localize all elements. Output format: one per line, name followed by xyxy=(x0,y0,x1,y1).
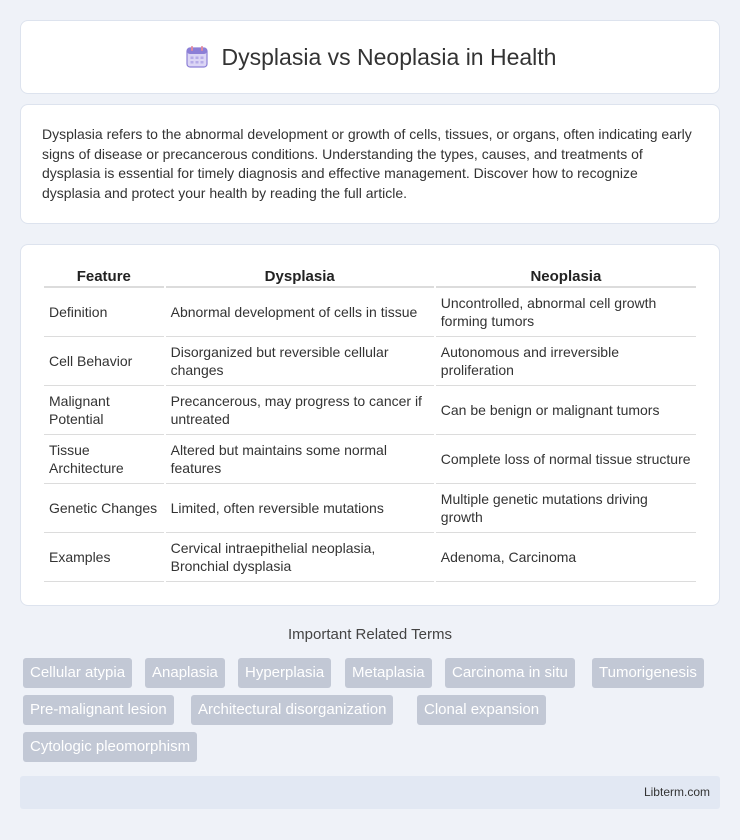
table-cell: Altered but maintains some normal features xyxy=(166,435,434,484)
intro-text: Dysplasia refers to the abnormal development or growth of cells, tissues, or organs, often indicating early signs of disease or precancerous conditions. Understanding the types, causes, and treatments of dysplasia is essential for timely diagnosis and effective management. Discover how to recognize dysplasia and protect your health by reading the full article. xyxy=(42,126,692,201)
related-term-tag[interactable]: Architectural disorganization xyxy=(191,695,393,725)
table-header-row xyxy=(44,261,696,288)
table-cell: Abnormal development of cells in tissue xyxy=(166,288,434,337)
table-cell: Uncontrolled, abnormal cell growth forming tumors xyxy=(436,288,696,337)
related-term-tag[interactable]: Anaplasia xyxy=(145,658,225,688)
related-term-tag[interactable]: Cytologic pleomorphism xyxy=(23,732,197,762)
table-cell: Autonomous and irreversible proliferation xyxy=(436,337,696,386)
header-card xyxy=(20,20,720,94)
column-header: Neoplasia xyxy=(436,261,696,288)
table-cell: Complete loss of normal tissue structure xyxy=(436,435,696,484)
intro-card xyxy=(20,104,720,224)
table-cell: Genetic Changes xyxy=(44,484,164,533)
column-header: Dysplasia xyxy=(166,261,434,288)
related-term-tag[interactable]: Cellular atypia xyxy=(23,658,132,688)
related-terms-title: Important Related Terms xyxy=(288,626,452,643)
table-row xyxy=(44,533,696,582)
related-term-tag[interactable]: Tumorigenesis xyxy=(592,658,704,688)
comparison-table xyxy=(42,261,698,582)
comparison-card xyxy=(20,244,720,606)
calendar-icon xyxy=(184,44,210,70)
table-cell: Limited, often reversible mutations xyxy=(166,484,434,533)
related-term-tag[interactable]: Clonal expansion xyxy=(417,695,546,725)
table-row xyxy=(44,435,696,484)
table-cell: Disorganized but reversible cellular changes xyxy=(166,337,434,386)
table-cell: Definition xyxy=(44,288,164,337)
table-cell: Tissue Architecture xyxy=(44,435,164,484)
table-cell: Cervical intraepithelial neoplasia, Bronchial dysplasia xyxy=(166,533,434,582)
table-cell: Cell Behavior xyxy=(44,337,164,386)
table-cell: Multiple genetic mutations driving growth xyxy=(436,484,696,533)
table-cell: Can be benign or malignant tumors xyxy=(436,386,696,435)
related-term-tag[interactable]: Carcinoma in situ xyxy=(445,658,575,688)
table-cell: Examples xyxy=(44,533,164,582)
table-row xyxy=(44,337,696,386)
column-header: Feature xyxy=(44,261,164,288)
table-cell: Malignant Potential xyxy=(44,386,164,435)
related-term-tag[interactable]: Metaplasia xyxy=(345,658,432,688)
footer xyxy=(20,776,720,809)
table-row xyxy=(44,484,696,533)
related-term-tag[interactable]: Hyperplasia xyxy=(238,658,331,688)
page-title: Dysplasia vs Neoplasia in Health xyxy=(221,43,557,70)
table-row xyxy=(44,288,696,337)
footer-site-link[interactable]: Libterm.com xyxy=(643,785,710,799)
table-row xyxy=(44,386,696,435)
table-cell: Adenoma, Carcinoma xyxy=(436,533,696,582)
related-term-tag[interactable]: Pre-malignant lesion xyxy=(23,695,174,725)
table-cell: Precancerous, may progress to cancer if untreated xyxy=(166,386,434,435)
